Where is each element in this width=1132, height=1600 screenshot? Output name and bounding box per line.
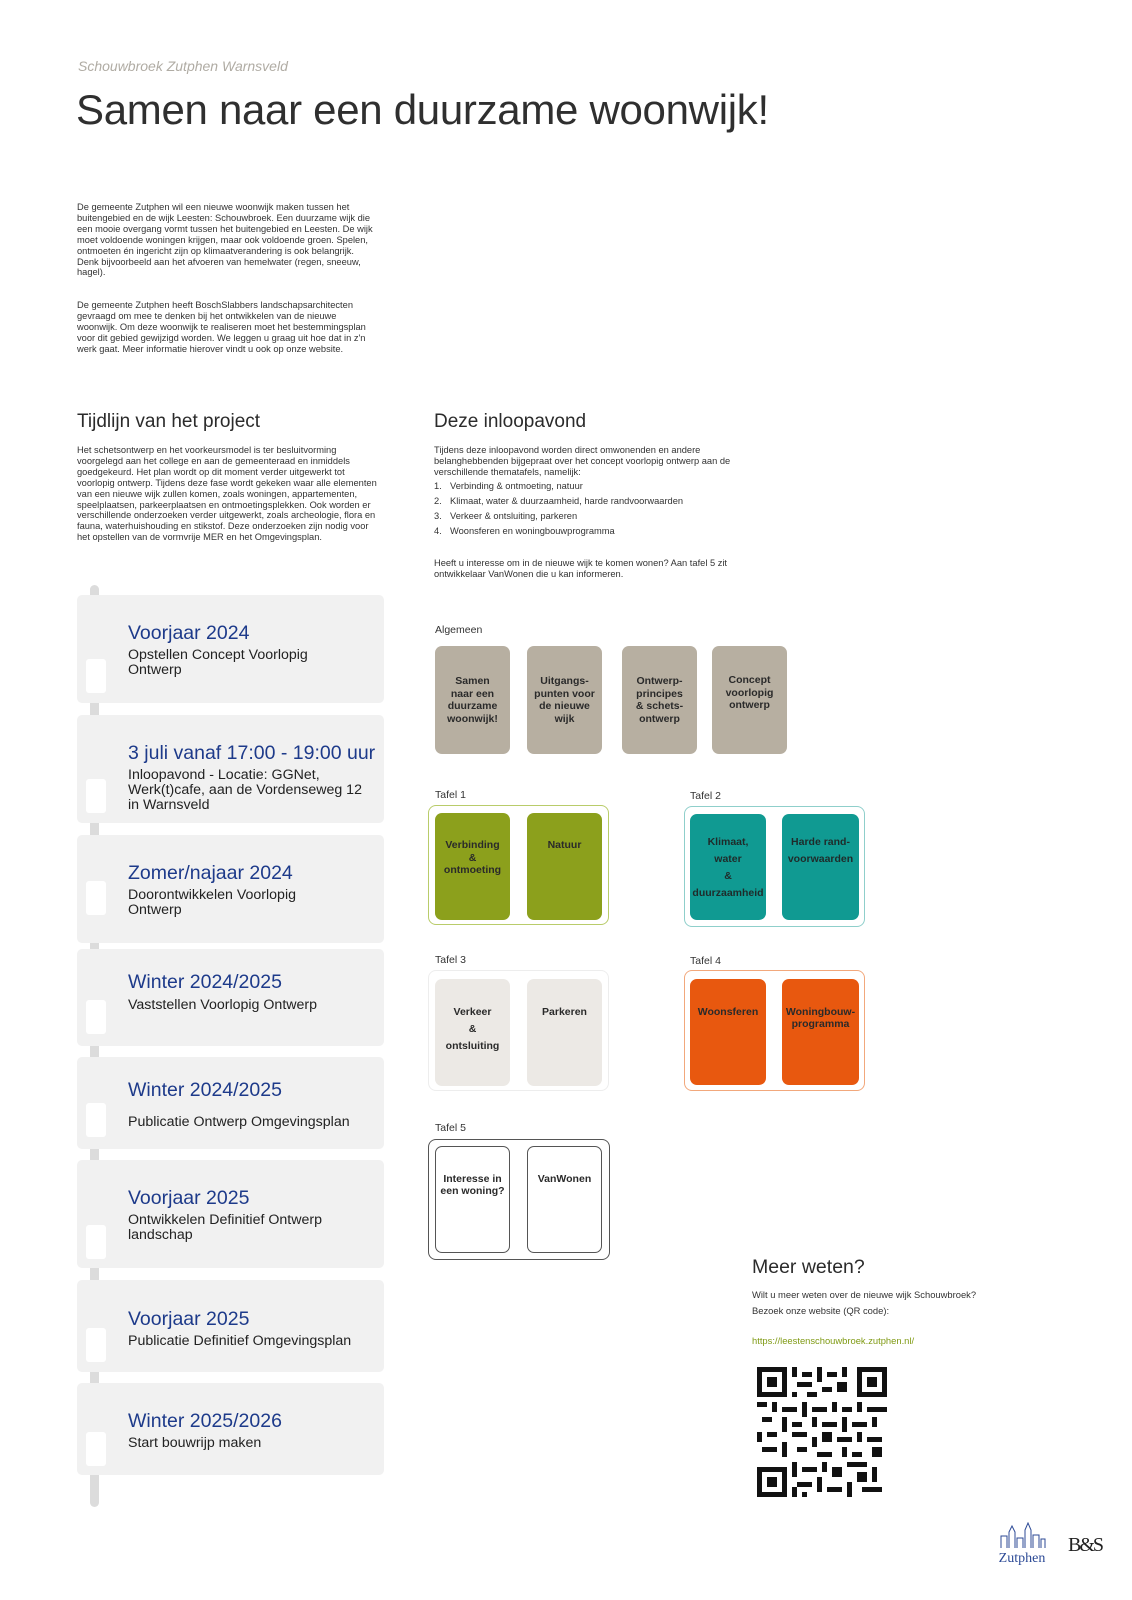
timeline-marker xyxy=(86,1225,106,1259)
theme-list xyxy=(434,479,764,539)
timeline-intro: Het schetsontwerp en het voorkeursmodel is ter besluitvorming voorgelegd aan het college en aan de gemeenteraad en inmiddels goedgekeurd. Het plan wordt op dit moment verder uitgewerkt tot voorlopig ontwerp. Tijdens deze fase wordt gekeken waar alle elementen van een nieuwe wijk zullen komen, zoals woningen, appartementen, speelplaatsen, parkeerplaatsen en ontmoetingsplekken. Ook worden er verschillende onderzoeken verder uitgewerkt, zoals archeologie, flora en fauna, waterhuishouding en stikstof. Deze onderzoeken zijn nodig voor het opstellen van de vormvrije MER en het Omgevingsplan. xyxy=(77,445,377,543)
timeline-card xyxy=(77,835,384,943)
evening-intro: Tijdens deze inloopavond worden direct omwonenden en andere belanghebbenden bijgepraat over het concept voorlopig ontwerp aan de verschillende thematafels, namelijk: xyxy=(434,445,731,477)
theme-item: 1. Verbinding & ontmoeting, natuur xyxy=(434,481,583,491)
timeline-desc: Publicatie Ontwerp Omgevingsplan xyxy=(128,1114,350,1130)
tafel-1-card: Natuur xyxy=(527,813,602,920)
timeline-marker xyxy=(86,1432,106,1466)
evening-closing: Heeft u interesse om in de nieuwe wijk te komen wonen? Aan tafel 5 zit ontwikkelaar VanWonen die u kan informeren. xyxy=(434,558,728,579)
zutphen-skyline-icon xyxy=(997,1522,1047,1548)
timeline-period: Zomer/najaar 2024 xyxy=(128,862,293,884)
timeline-period: Voorjaar 2024 xyxy=(128,622,250,644)
tafel-2-label: Tafel 2 xyxy=(690,790,721,802)
subtitle: Schouwbroek Zutphen Warnsveld xyxy=(78,58,288,74)
tafel-3-label: Tafel 3 xyxy=(435,954,466,966)
tafel-5-label: Tafel 5 xyxy=(435,1122,466,1134)
timeline-marker xyxy=(86,881,106,915)
timeline-marker xyxy=(86,659,106,693)
general-card: Uitgangs- punten voor de nieuwe wijk xyxy=(527,646,602,754)
timeline-period: Voorjaar 2025 xyxy=(128,1308,250,1330)
tafel-2-card: Klimaat, water & duurzaamheid xyxy=(690,814,766,920)
tafel-4-label: Tafel 4 xyxy=(690,955,721,967)
general-card: Concept voorlopig ontwerp xyxy=(712,646,787,754)
timeline-desc: Doorontwikkelen Voorlopig Ontwerp xyxy=(128,887,296,918)
timeline-desc: Inloopavond - Locatie: GGNet, Werk(t)cafe, aan de Vordenseweg 12 in Warnsveld xyxy=(128,767,362,813)
website-link[interactable]: https://leestenschouwbroek.zutphen.nl/ xyxy=(752,1335,915,1346)
timeline-card xyxy=(77,949,384,1046)
timeline-card xyxy=(77,1057,384,1149)
general-label: Algemeen xyxy=(435,624,483,636)
timeline-heading: Tijdlijn van het project xyxy=(77,411,261,432)
theme-item: 4. Woonsferen en woningbouwprogramma xyxy=(434,526,615,536)
tafel-1-card: Verbinding & ontmoeting xyxy=(435,813,510,920)
tafel-2-card: Harde rand- voorwaarden xyxy=(782,814,859,920)
timeline-period: Voorjaar 2025 xyxy=(128,1187,250,1209)
page-title: Samen naar een duurzame woonwijk! xyxy=(76,86,769,133)
qr-code-icon[interactable] xyxy=(757,1367,887,1497)
timeline-marker xyxy=(86,1328,106,1362)
zutphen-logo: Zutphen xyxy=(994,1522,1050,1567)
meer-weten-text: Wilt u meer weten over de nieuwe wijk Schouwbroek? Bezoek onze website (QR code): xyxy=(752,1289,977,1316)
tafel-4-card: Woonsferen xyxy=(690,979,766,1085)
tafel-3-card: Verkeer & ontsluiting xyxy=(435,979,510,1086)
intro-paragraph-1: De gemeente Zutphen wil een nieuwe woonwijk maken tussen het buitengebied en de wijk Leesten: Schouwbroek. Een duurzame wijk die een mooie overgang vormt tussen het buitengebied en Leesten. De wijk moet voldoende woningen krijgen, maar ook voldoende groen. Spelen, ontmoeten én ingericht zijn op klimaatverandering is ook belangrijk. Denk bijvoorbeeld aan het afvoeren van hemelwater (regen, sneeuw, hagel). xyxy=(77,202,373,278)
timeline-card xyxy=(77,715,384,823)
timeline-card xyxy=(77,595,384,703)
timeline-desc: Start bouwrijp maken xyxy=(128,1435,262,1451)
timeline-desc: Ontwikkelen Definitief Ontwerp landschap xyxy=(128,1212,322,1243)
timeline-desc: Opstellen Concept Voorlopig Ontwerp xyxy=(128,647,308,678)
general-card: Samen naar een duurzame woonwijk! xyxy=(435,646,510,754)
tafel-4-card: Woningbouw- programma xyxy=(782,979,859,1085)
theme-item: 3. Verkeer & ontsluiting, parkeren xyxy=(434,511,578,521)
timeline-period: Winter 2025/2026 xyxy=(128,1410,282,1432)
meer-weten-heading: Meer weten? xyxy=(752,1256,865,1278)
timeline-period: Winter 2024/2025 xyxy=(128,971,282,993)
intro-paragraph-2: De gemeente Zutphen heeft BoschSlabbers landschapsarchitecten gevraagd om mee te denken bij het ontwikkelen van de nieuwe woonwijk. Om deze woonwijk te realiseren moet het bestemmingsplan voor dit gebied gewijzigd worden. We leggen u graag uit hoe dat in z'n werk gaat. Meer informatie hierover vindt u ook op onze website. xyxy=(77,300,366,354)
timeline-period: Winter 2024/2025 xyxy=(128,1079,282,1101)
timeline-desc: Publicatie Definitief Omgevingsplan xyxy=(128,1333,352,1349)
boschslabbers-logo: B&S xyxy=(1068,1534,1103,1556)
timeline-desc: Vaststellen Voorlopig Ontwerp xyxy=(128,997,318,1013)
timeline-card xyxy=(77,1383,384,1475)
tafel-5-card: VanWonen xyxy=(527,1146,602,1253)
tafel-1-label: Tafel 1 xyxy=(435,789,466,801)
tafel-3-card: Parkeren xyxy=(527,979,602,1086)
tafel-5-card: Interesse in een woning? xyxy=(435,1146,510,1253)
theme-item: 2. Klimaat, water & duurzaamheid, harde randvoorwaarden xyxy=(434,496,684,506)
general-card: Ontwerp- principes & schets- ontwerp xyxy=(622,646,697,754)
timeline-card xyxy=(77,1280,384,1372)
timeline-card xyxy=(77,1160,384,1268)
timeline-marker xyxy=(86,779,106,813)
timeline-marker xyxy=(86,1000,106,1034)
timeline-marker xyxy=(86,1103,106,1137)
timeline-period: 3 juli vanaf 17:00 - 19:00 uur xyxy=(128,742,376,764)
evening-heading: Deze inloopavond xyxy=(434,411,587,432)
